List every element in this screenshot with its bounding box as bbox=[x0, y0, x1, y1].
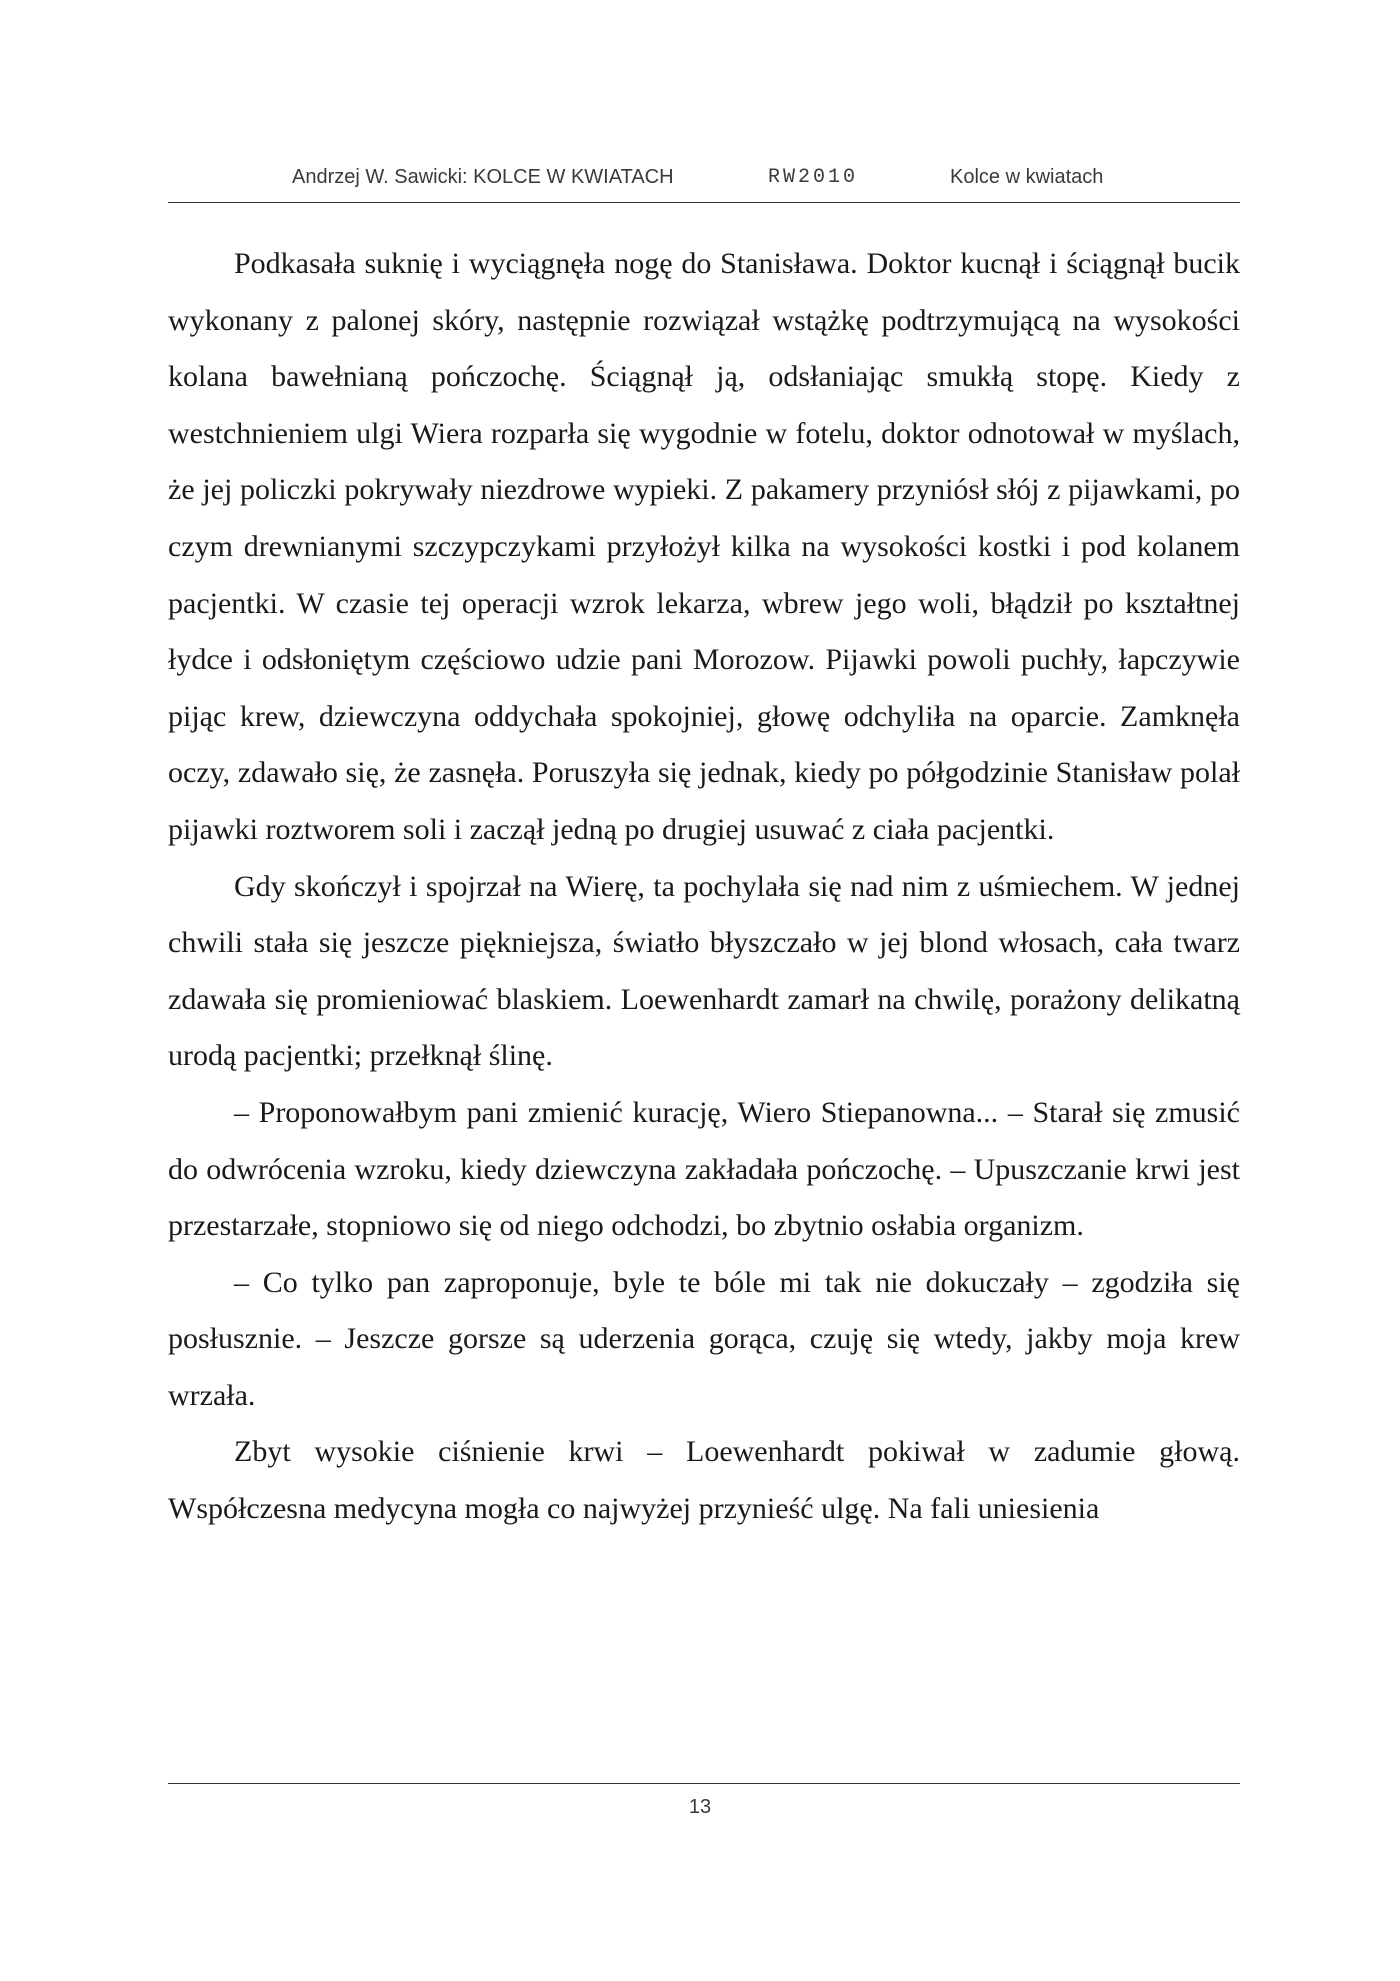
running-header bbox=[168, 162, 1240, 196]
header-author-title: Andrzej W. Sawicki: KOLCE W KWIATACH bbox=[292, 166, 674, 188]
paragraph: – Proponowałbym pani zmienić kurację, Wiero Stiepanowna... – Starał się zmusić do odwrócenia wzroku, kiedy dziewczyna zakładała pończochę. – Upuszczanie krwi jest przestarzałe, stopniowo się od niego odchodzi, bo zbytnio osłabia organizm. bbox=[168, 1095, 1240, 1243]
page-number: 13 bbox=[688, 1796, 712, 1818]
footer-rule bbox=[168, 1783, 1240, 1784]
page-body bbox=[168, 236, 1240, 1538]
header-publisher-mark: RW2010 bbox=[768, 166, 859, 189]
paragraph: Gdy skończył i spojrzał na Wierę, ta pochylała się nad nim z uśmiechem. W jednej chwili stała się jeszcze piękniejsza, światło błyszczało w jej blond włosach, cała twarz zdawała się promieniować blaskiem. Loewenhardt zamarł na chwilę, porażony delikatną urodą pacjentki; przełknął ślinę. bbox=[168, 869, 1240, 1073]
header-rule bbox=[168, 202, 1240, 203]
header-book-title: Kolce w kwiatach bbox=[950, 166, 1104, 188]
paragraph: Zbyt wysokie ciśnienie krwi – Loewenhardt pokiwał w zadumie głową. Współczesna medycyna mogła co najwyżej przynieść ulgę. Na fali uniesienia bbox=[168, 1435, 1240, 1526]
paragraph: – Co tylko pan zaproponuje, byle te bóle mi tak nie dokuczały – zgodziła się posłusznie. – Jeszcze gorsze są uderzenia gorąca, czuję się wtedy, jakby moja krew wrzała. bbox=[168, 1265, 1240, 1412]
paragraph: Podkasała suknię i wyciągnęła nogę do Stanisława. Doktor kucnął i ściągnął bucik wykonany z palonej skóry, następnie rozwiązał wstążkę podtrzymującą na wysokości kolana bawełnianą pończochę. Ściągnął ją, odsłaniając smukłą stopę. Kiedy z westchnieniem ulgi Wiera rozparła się wygodnie w fotelu, doktor odnotował w myślach, że jej policzki pokrywały niezdrowe wypieki. Z pakamery przyniósł słój z pijawkami, po czym drewnianymi szczypczykami przyłożył kilka na wysokości kostki i pod kolanem pacjentki. W czasie tej operacji wzrok lekarza, wbrew jego woli, błądził po kształtnej łydce i odsłoniętym częściowo udzie pani Morozow. Pijawki powoli puchły, łapczywie pijąc krew, dziewczyna oddychała spokojniej, głowę odchyliła na oparcie. Zamknęła oczy, zdawało się, że zasnęła. Poruszyła się jednak, kiedy po półgodzinie Stanisław polał pijawki roztworem soli i zaczął jedną po drugiej usuwać z ciała pacjentki. bbox=[168, 247, 1240, 846]
